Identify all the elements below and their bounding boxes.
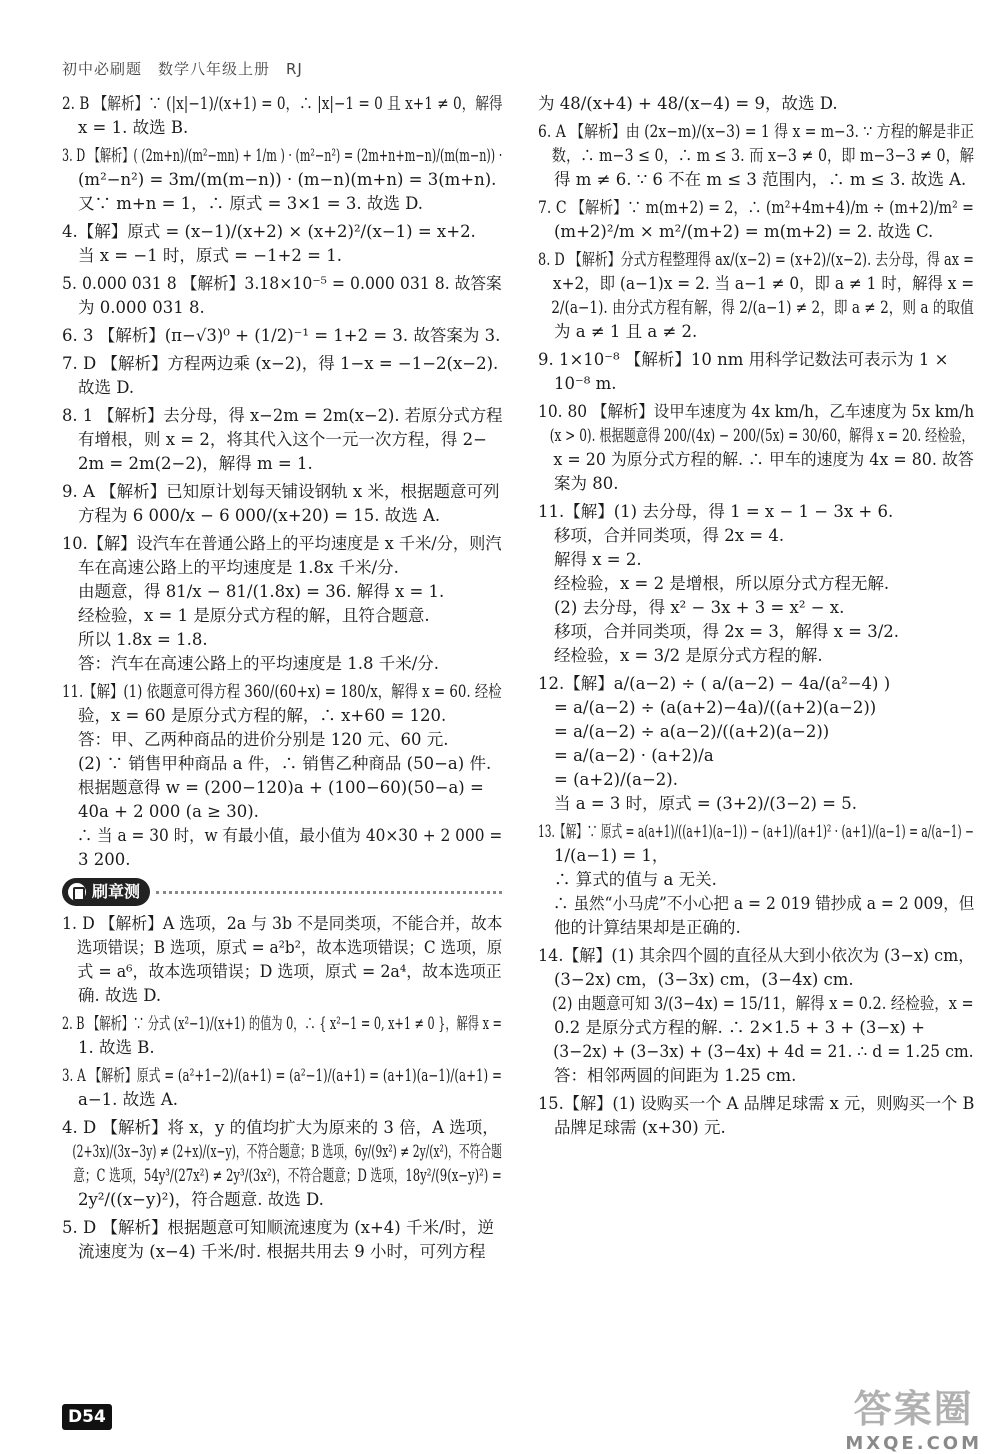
answer-line: 7. D 【解析】方程两边乘 (x−2)，得 1−x = −1−2(x−2).	[62, 354, 499, 373]
answer-item	[538, 1092, 974, 1140]
answer-line: 车在高速公路上的平均速度是 1.8x 千米/分.	[78, 558, 399, 577]
answer-line: 验，x = 60 是原分式方程的解，∴ x+60 = 120.	[78, 706, 447, 725]
answer-item	[62, 272, 502, 320]
answer-item	[538, 196, 974, 244]
answer-line: = (a+2)/(a−2).	[554, 770, 678, 789]
answer-line: a−1. 故选 A.	[78, 1090, 179, 1109]
answer-line: 移项，合并同类项，得 2x = 3，解得 x = 3/2.	[554, 622, 900, 641]
answer-line: 答：汽车在高速公路上的平均速度是 1.8 千米/分.	[78, 654, 440, 673]
answer-line: 答：甲、乙两种商品的进价分别是 120 元、60 元.	[78, 730, 449, 749]
answer-line: 流速度为 (x−4) 千米/时. 根据共用去 9 小时，可列方程	[78, 1242, 486, 1261]
answer-line: 10⁻⁸ m.	[554, 374, 617, 393]
answer-line: 2/(a−1). 由分式方程有解，得 2/(a−1) ≠ 2，即 a ≠ 2，则 a 的取值	[551, 298, 974, 317]
answer-line: 数，∴ m−3 ≤ 0，∴ m ≤ 3. 而 x−3 ≠ 0，即 m−3−3 ≠ 0，解	[551, 146, 975, 165]
answer-item	[538, 400, 974, 496]
right-items	[538, 92, 974, 1140]
answer-item	[62, 92, 502, 140]
answer-line: (2+3x)/(3x−3y) ≠ (2+x)/(x−y)，不符合题意；B 选项，6y/(9x²) ≠ 2y/(x²)，不符合题	[72, 1142, 502, 1161]
right-column	[538, 92, 974, 1144]
answer-line: 品牌足球需 (x+30) 元.	[554, 1118, 726, 1137]
answer-line: x = 20 为原分式方程的解. ∴ 甲车的速度为 4x = 80. 故答	[553, 450, 974, 469]
answer-line: (2) 由题意可知 3/(3−4x) = 15/11，解得 x = 0.2. 经检验，x =	[552, 994, 974, 1013]
answer-item	[62, 352, 502, 400]
answer-line: 2y²/((x−y)²)，符合题意. 故选 D.	[78, 1190, 324, 1209]
left-column	[62, 92, 502, 1268]
answer-line: 40a + 2 000 (a ≥ 30).	[78, 802, 259, 821]
answer-line: 11.【解】(1) 依题意可得方程 360/(60+x) = 180/x，解得 x = 60. 经检	[62, 682, 502, 701]
answer-line: 经检验，x = 2 是增根，所以原分式方程无解.	[554, 574, 890, 593]
answer-line: 确. 故选 D.	[78, 986, 162, 1005]
answer-line: 7. C 【解析】∵ m(m+2) = 2，∴ (m²+4m+4)/m ÷ (m+2)/m² =	[538, 198, 974, 217]
answer-line: = a/(a−2) ÷ (a(a+2)−4a)/((a+2)(a−2))	[554, 698, 877, 717]
answer-line: 为 0.000 031 8.	[78, 298, 205, 317]
answer-line: 11.【解】(1) 去分母，得 1 = x − 1 − 3x + 6.	[538, 502, 894, 521]
answer-line: (x > 0). 根据题意得 200/(4x) − 200/(5x) = 30/60，解得 x = 20. 经检验，	[549, 426, 974, 445]
answer-line: 2m = 2m(2−2)，解得 m = 1.	[78, 454, 313, 473]
answer-line: 12.【解】a/(a−2) ÷ ( a/(a−2) − 4a/(a²−4) )	[538, 674, 891, 693]
answer-item	[62, 324, 502, 348]
answer-line: 8. 1 【解析】去分母，得 x−2m = 2m(x−2). 若原分式方程	[62, 406, 503, 425]
answer-line: 得 m ≠ 6. ∵ 6 不在 m ≤ 3 范围内，∴ m ≤ 3. 故选 A.	[554, 170, 967, 189]
answer-line: 当 a = 3 时，原式 = (3+2)/(3−2) = 5.	[554, 794, 857, 813]
answer-line: (3−2x) + (3−3x) + (3−4x) + 4d = 21. ∴ d = 1.25 cm.	[553, 1042, 974, 1061]
answer-line: 9. 1×10⁻⁸ 【解析】10 nm 用科学记数法可表示为 1 ×	[538, 350, 949, 369]
answer-item	[62, 480, 502, 528]
answer-line: 10. 80 【解析】设甲车速度为 4x km/h，乙车速度为 5x km/h	[538, 402, 975, 421]
answer-line: 所以 1.8x = 1.8.	[78, 630, 208, 649]
answer-item	[538, 348, 974, 396]
answer-line: ∴ 算式的值与 a 无关.	[554, 870, 717, 889]
answer-line: 当 x = −1 时，原式 = −1+2 = 1.	[78, 246, 342, 265]
answer-line: 1. 故选 B.	[78, 1038, 155, 1057]
answer-item	[538, 820, 974, 940]
answer-line: 5. D 【解析】根据题意可知顺流速度为 (x+4) 千米/时，逆	[62, 1218, 495, 1237]
answer-item	[62, 680, 502, 872]
answer-line: ∴ 当 a = 30 时，w 有最小值，最小值为 40×30 + 2 000 =	[76, 826, 503, 845]
watermark-site: MXQE.COM	[845, 1433, 982, 1454]
answer-item	[538, 92, 974, 116]
answer-line: 3. A 【解析】原式 = (a²+1−2)/(a+1) = (a²−1)/(a+1) = (a+1)(a−1)/(a+1) =	[62, 1066, 502, 1085]
answer-line: 2. B 【解析】∵ 分式 (x²−1)/(x+1) 的值为 0，∴ { x²−1 = 0, x+1 ≠ 0 }，解得 x =	[62, 1014, 502, 1033]
answer-line: 意；C 选项，54y³/(27x²) ≠ 2y³/(3x²)，不符合题意；D 选项，18y²/(9(x−y)²) =	[73, 1166, 502, 1185]
left-items-2	[62, 912, 502, 1264]
answer-line: 经检验，x = 3/2 是原分式方程的解.	[554, 646, 823, 665]
section-title: 刷章测	[92, 882, 141, 901]
section-badge	[62, 878, 150, 906]
answer-item	[62, 912, 502, 1008]
answer-line: = a/(a−2) ÷ a(a−2)/((a+2)(a−2))	[554, 722, 830, 741]
watermark-logo	[845, 1378, 982, 1454]
answer-line: 由题意，得 81/x − 81/(1.8x) = 36. 解得 x = 1.	[78, 582, 445, 601]
answer-item	[62, 220, 502, 268]
watermark-title: 答案圈	[853, 1387, 974, 1431]
answer-item	[62, 144, 502, 216]
answer-item	[62, 532, 502, 676]
answer-line: (2) 去分母，得 x² − 3x + 3 = x² − x.	[554, 598, 845, 617]
page-header: 初中必刷题 数学八年级上册 RJ	[62, 60, 303, 78]
answer-line: 故选 D.	[78, 378, 135, 397]
page-number: D54	[62, 1404, 112, 1430]
answer-item	[538, 500, 974, 668]
answer-item	[538, 248, 974, 344]
section-header	[62, 878, 502, 906]
answer-line: 有增根，则 x = 2，将其代入这个一元一次方程，得 2−	[78, 430, 487, 449]
answer-line: 5. 0.000 031 8 【解析】3.18×10⁻⁵ = 0.000 031 8. 故答案	[62, 274, 502, 293]
answer-item	[538, 120, 974, 192]
answer-item	[62, 404, 502, 476]
answer-line: 答：相邻两圆的间距为 1.25 cm.	[554, 1066, 797, 1085]
answer-line: 方程为 6 000/x − 6 000/(x+20) = 15. 故选 A.	[78, 506, 441, 525]
answer-item	[62, 1116, 502, 1212]
answer-item	[62, 1064, 502, 1112]
answer-item	[538, 672, 974, 816]
answer-line: 3 200.	[78, 850, 131, 869]
answer-line: x+2，即 (a−1)x = 2. 当 a−1 ≠ 0，即 a ≠ 1 时，解得 x =	[552, 274, 975, 293]
book-icon	[66, 881, 88, 903]
answer-line: 8. D 【解析】分式方程整理得 ax/(x−2) = (x+2)/(x−2). 去分母，得 ax =	[538, 250, 974, 269]
answer-line: (m+2)²/m × m²/(m+2) = m(m+2) = 2. 故选 C.	[554, 222, 934, 241]
answer-line: 9. A 【解析】已知原计划每天铺设钢轨 x 米，根据题意可列	[62, 482, 500, 501]
answer-line: (2) ∵ 销售甲种商品 a 件，∴ 销售乙种商品 (50−a) 件.	[78, 754, 492, 773]
answer-item	[538, 944, 974, 1088]
answer-line: 1. D 【解析】A 选项，2a 与 3b 不是同类项，不能合并，故本	[62, 914, 503, 933]
answer-line: 10.【解】设汽车在普通公路上的平均速度是 x 千米/分，则汽	[62, 534, 502, 553]
answer-line: 1/(a−1) = 1，	[554, 846, 669, 865]
answer-line: = a/(a−2) · (a+2)/a	[554, 746, 714, 765]
answer-line: 式 = a⁶，故本选项错误；D 选项，原式 = 2a⁴，故本选项正	[77, 962, 502, 981]
answer-line: 13.【解】∵ 原式 = a(a+1)/((a+1)(a−1)) − (a+1)/(a+1)² · (a+1)/(a−1) = a/(a−1) −	[538, 822, 974, 841]
answer-line: 解得 x = 2.	[554, 550, 642, 569]
answer-line: 6. A 【解析】由 (2x−m)/(x−3) = 1 得 x = m−3. ∵ 方程的解是非正	[538, 122, 975, 141]
answer-line: 为 a ≠ 1 且 a ≠ 2.	[554, 322, 698, 341]
answer-line: (3−2x) cm，(3−3x) cm，(3−4x) cm.	[554, 970, 854, 989]
answer-line: 选项错误；B 选项，原式 = a²b²，故本选项错误；C 选项，原	[76, 938, 503, 957]
answer-line: 又∵ m+n = 1，∴ 原式 = 3×1 = 3. 故选 D.	[78, 194, 423, 213]
answer-line: 4.【解】原式 = (x−1)/(x+2) × (x+2)²/(x−1) = x+2.	[62, 222, 476, 241]
answer-line: (m²−n²) = 3m/(m(m−n)) · (m−n)(m+n) = 3(m+n).	[78, 170, 497, 189]
section-divider	[156, 891, 502, 894]
answer-line: 6. 3 【解析】(π−√3)⁰ + (1/2)⁻¹ = 1+2 = 3. 故答案为 3.	[62, 326, 501, 345]
answer-line: 0.2 是原分式方程的解. ∴ 2×1.5 + 3 + (3−x) +	[554, 1018, 925, 1037]
answer-item	[62, 1012, 502, 1060]
answer-line: 3. D 【解析】( (2m+n)/(m²−mn) + 1/m ) · (m²−n²) = (2m+n+m−n)/(m(m−n)) ·	[62, 146, 503, 165]
answer-line: 他的计算结果却是正确的.	[554, 918, 741, 937]
answer-line: 为 48/(x+4) + 48/(x−4) = 9，故选 D.	[538, 94, 838, 113]
answer-line: 14.【解】(1) 其余四个圆的直径从大到小依次为 (3−x) cm，	[538, 946, 975, 965]
answer-item	[62, 1216, 502, 1264]
answer-line: 15.【解】(1) 设购买一个 A 品牌足球需 x 元，则购买一个 B	[538, 1094, 975, 1113]
answer-line: 案为 80.	[554, 474, 619, 493]
answer-line: x = 1. 故选 B.	[78, 118, 189, 137]
answer-line: ∴ 虽然“小马虎”不小心把 a = 2 019 错抄成 a = 2 009，但	[553, 894, 975, 913]
answer-line: 2. B 【解析】∵ (|x|−1)/(x+1) = 0，∴ |x|−1 = 0 且 x+1 ≠ 0，解得	[62, 94, 503, 113]
answer-line: 经检验，x = 1 是原分式方程的解，且符合题意.	[78, 606, 430, 625]
answer-line: 4. D 【解析】将 x，y 的值均扩大为原来的 3 倍，A 选项，	[62, 1118, 499, 1137]
left-items	[62, 92, 502, 872]
answer-line: 移项，合并同类项，得 2x = 4.	[554, 526, 785, 545]
answer-line: 根据题意得 w = (200−120)a + (100−60)(50−a) =	[78, 778, 484, 797]
